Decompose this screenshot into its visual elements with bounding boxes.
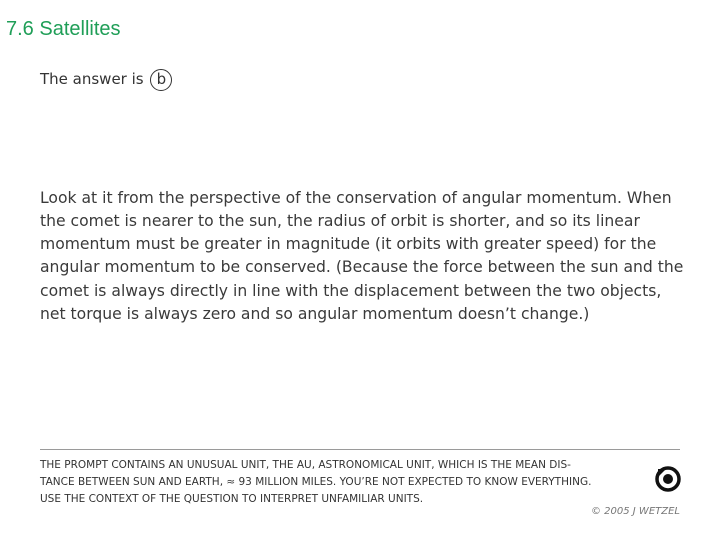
- copyright: © 2005 J WETZEL: [591, 506, 680, 517]
- answer-label: The answer is: [40, 70, 144, 88]
- slide-title: 7.6 Satellites: [6, 18, 121, 40]
- explanation-line-1: Look at it from the perspective of the conservation of angular momentum. When: [40, 189, 672, 207]
- explanation-line-2: the comet is nearer to the sun, the radius of orbit is shorter, and so its linear: [40, 212, 640, 230]
- explanation-line-3: momentum must be greater in magnitude (it orbits with greater speed) for the: [40, 235, 657, 253]
- explanation-line-4: angular momentum to be conserved. (Because the force between the sun and the: [40, 258, 684, 276]
- footnote-line-3: USE THE CONTEXT OF THE QUESTION TO INTERPRET UNFAMILIAR UNITS.: [40, 493, 424, 505]
- footnote-divider: [40, 449, 680, 450]
- footnote-line-1: THE PROMPT CONTAINS AN UNUSUAL UNIT, THE AU, ASTRONOMICAL UNIT, WHICH IS THE MEAN DIS-: [40, 459, 571, 471]
- answer-letter-circled: b: [150, 69, 172, 91]
- explanation-line-5: comet is always directly in line with the displacement between the two objects,: [40, 282, 662, 300]
- footnote-line-2: TANCE BETWEEN SUN AND EARTH, ≈ 93 MILLION MILES. YOU’RE NOT EXPECTED TO KNOW EVERYTHING.: [40, 476, 592, 488]
- answer-line: [40, 69, 172, 91]
- explanation-line-6: net torque is always zero and so angular momentum doesn’t change.): [40, 305, 590, 323]
- circular-arrow-icon: [654, 465, 682, 493]
